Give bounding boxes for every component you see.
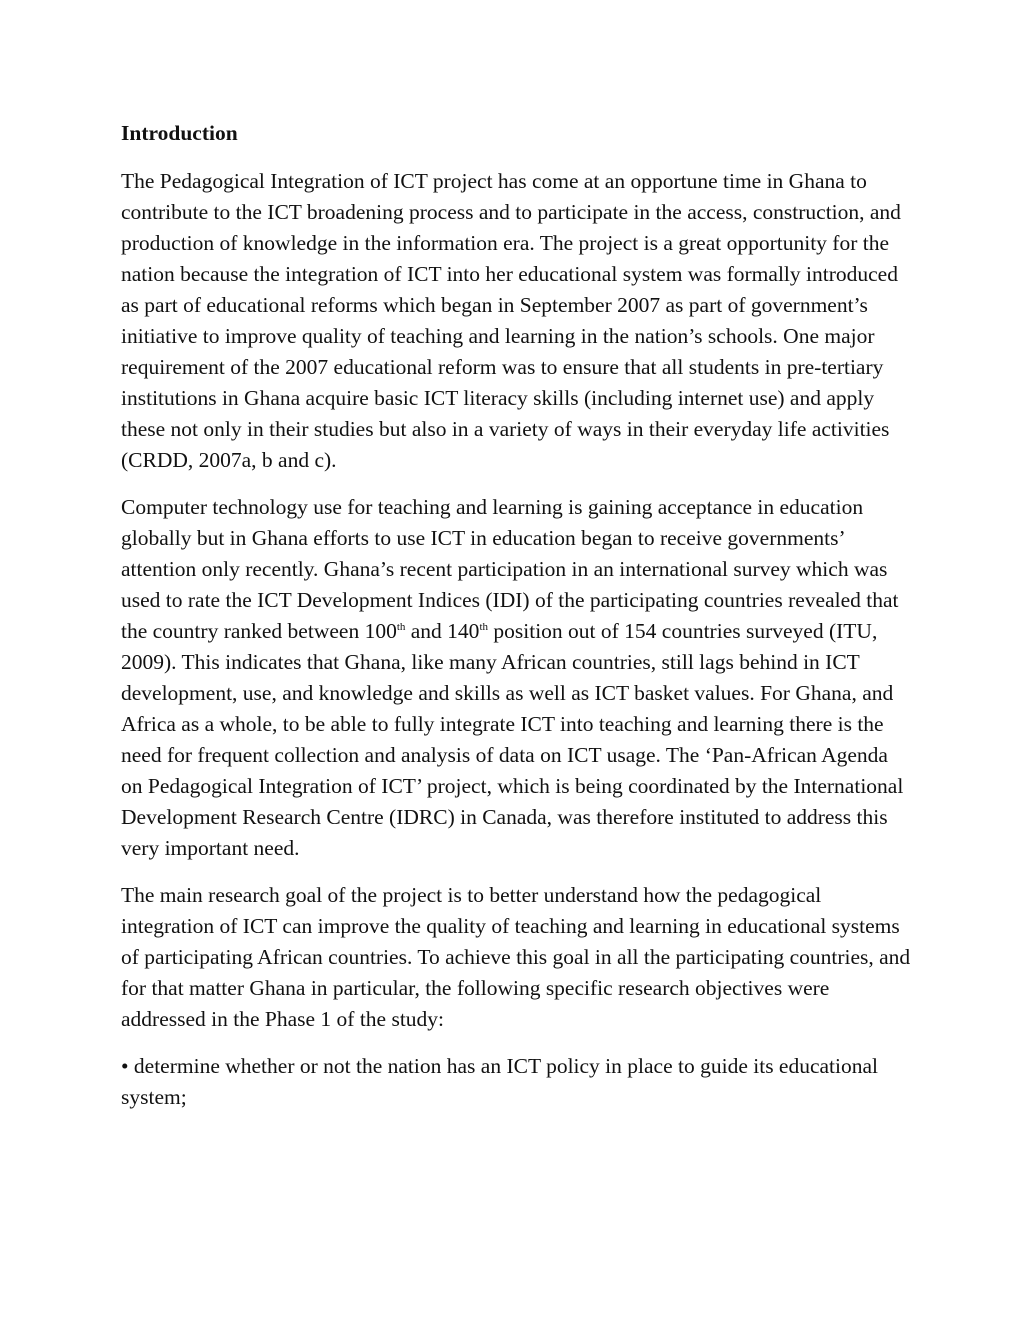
paragraph-1: The Pedagogical Integration of ICT project has come at an opportune time in Ghana to contribute to the ICT broadening process and to participate in the access, construction, and production of knowledge in the information era. The project is a great opportunity for the nation because the integration of ICT into her educational system was formally introduced as part of educational reforms which began in September 2007 as part of government’s initiative to improve quality of teaching and learning in the nation’s schools. One major requirement of the 2007 educational reform was to ensure that all students in pre-tertiary institutions in Ghana acquire basic ICT literacy skills (including internet use) and apply these not only in their studies but also in a variety of ways in their everyday life activities (CRDD, 2007a, b and c). [121,169,901,472]
paragraph-2-text-c: position out of 154 countries surveyed (ITU, 2009). This indicates that Ghana, like many African countries, still lags behind in ICT development, use, and knowledge and skills as well as ICT basket values. For Ghana, and Africa as a whole, to be able to fully integrate ICT into teaching and learning there is the need for frequent collection and analysis of data on ICT usage. The ‘Pan-African Agenda on Pedagogical Integration of ICT’ project, which is being coordinated by the International Development Research Centre (IDRC) in Canada, was therefore instituted to address this very important need. [121,619,904,860]
section-heading: Introduction [121,121,238,145]
superscript-th-2: th [479,620,488,633]
paragraph-2 [121,492,911,864]
paragraph-2-text-b: and 140 [405,619,480,643]
document-page [121,118,911,1113]
bullet-item-1: • determine whether or not the nation has an ICT policy in place to guide its educational system; [121,1054,879,1109]
paragraph-3: The main research goal of the project is to better understand how the pedagogical integration of ICT can improve the quality of teaching and learning in educational systems of participating African countries. To achieve this goal in all the participating countries, and for that matter Ghana in particular, the following specific research objectives were addressed in the Phase 1 of the study: [121,883,911,1031]
paragraph-2-text-a: Computer technology use for teaching and learning is gaining acceptance in education globally but in Ghana efforts to use ICT in education began to receive governments’ attention only recently. Ghana’s recent participation in an international survey which was used to rate the ICT Development Indices (IDI) of the participating countries revealed that the country ranked between 100 [121,495,899,643]
superscript-th-1: th [396,620,406,633]
